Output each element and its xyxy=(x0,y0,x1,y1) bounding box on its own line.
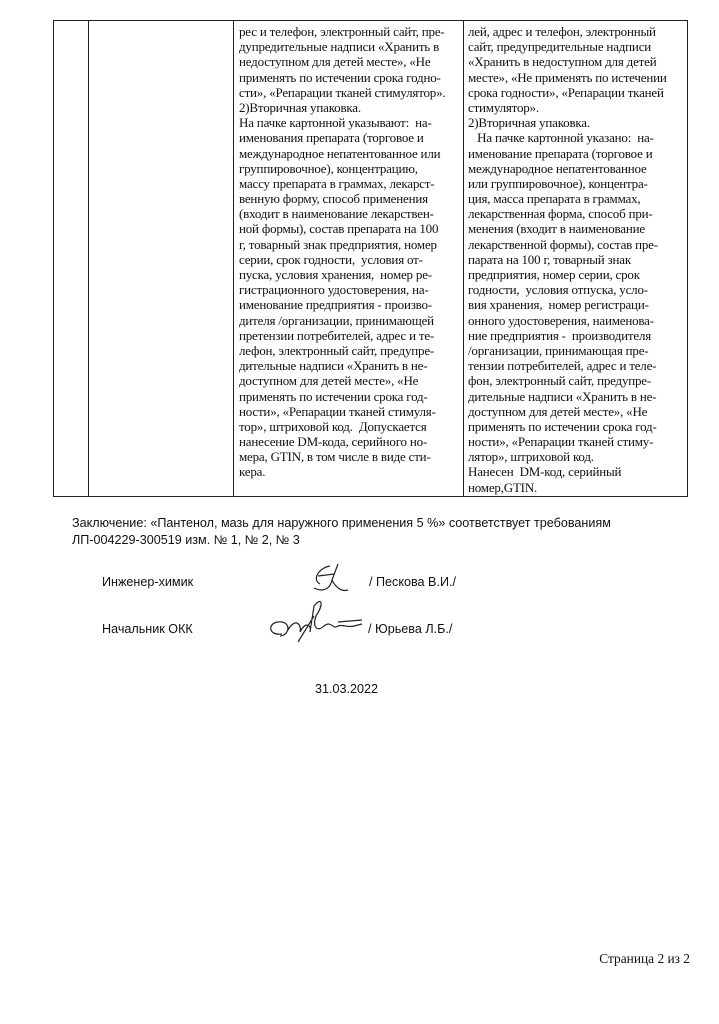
table-cell-line: ности», «Репарации тканей стиму- xyxy=(468,434,654,450)
table-cell-line: срока годности», «Репарации тканей xyxy=(468,84,664,100)
table-cell-line: лекарственной формы), состав пре- xyxy=(468,236,658,252)
table-cell-line: 2)Вторичная упаковка. xyxy=(468,115,590,131)
table-cell-line: ной формы), состав препарата на 100 xyxy=(239,221,439,237)
table-cell-line: лей, адрес и телефон, электронный xyxy=(468,24,656,39)
table-cell-line: именование предприятия - произво- xyxy=(239,297,432,313)
table-cell-line: ция, масса препарата в граммах, xyxy=(468,191,641,207)
table-cell-line: дительные надписи «Хранить в не- xyxy=(239,358,428,374)
table-cell-line: фон, электронный сайт, предупре- xyxy=(468,373,652,389)
table-cell-line: мера, GTIN, в том числе в виде сти- xyxy=(239,449,431,465)
table-cell-line: На пачке картонной указывают: на- xyxy=(239,115,432,131)
table-cell-line: тензии потребителей, адрес и теле- xyxy=(468,358,657,374)
table-cell-line: вия хранения, номер регистраци- xyxy=(468,297,649,313)
table-cell-line: /организации, принимающая пре- xyxy=(468,342,649,358)
requirements-column xyxy=(239,24,459,480)
table-cell-line: (входит в наименование лекарствен- xyxy=(239,206,434,222)
table-cell-line: стимулятор». xyxy=(468,99,539,115)
page-number: Страница 2 из 2 xyxy=(599,951,690,966)
table-cell-line: годности, условия отпуска, усло- xyxy=(468,282,648,298)
table-cell-line: лятор», штриховой код. xyxy=(468,449,594,465)
column-divider xyxy=(233,21,234,496)
table-cell-line: месте», «Не применять по истечении xyxy=(468,69,667,85)
table-cell-line: «Хранить в недоступном для детей xyxy=(468,54,657,70)
document-date: 31.03.2022 xyxy=(315,682,379,696)
table-cell-line: международное непатентованное xyxy=(468,160,647,176)
table-cell-line: дительные надписи «Хранить в не- xyxy=(468,388,657,404)
table-cell-line: менения (входит в наименование xyxy=(468,221,645,237)
table-cell-line: доступном для детей месте», «Не xyxy=(239,373,419,389)
table-cell-line: рес и телефон, электронный сайт, пре- xyxy=(239,24,445,39)
table-cell-line: На пачке картонной указано: на- xyxy=(468,130,654,146)
table-cell-line: сти», «Репарации тканей стимулятор». xyxy=(239,84,446,100)
conclusion-line-2: ЛП-004229-300519 изм. № 1, № 2, № 3 xyxy=(72,533,300,547)
table-cell-line: парата на 100 г, товарный знак xyxy=(468,251,631,267)
table-cell-line: тор», штриховой код. Допускается xyxy=(239,418,427,434)
table-cell-line: доступном для детей месте», «Не xyxy=(468,403,648,419)
table-cell-line: массу препарата в граммах, лекарст- xyxy=(239,175,435,191)
table-cell-line: г, товарный знак предприятия, номер xyxy=(239,236,437,252)
table-cell-line: именование препарата (торговое и xyxy=(468,145,653,161)
table-cell-line: ности», «Репарации тканей стимуля- xyxy=(239,403,436,419)
table-cell-line: номер,GTIN. xyxy=(468,479,538,495)
signer-name-head: / Юрьева Л.Б./ xyxy=(368,622,453,636)
signature-engineer xyxy=(308,560,358,600)
table-cell-line: сайт, предупредительные надписи xyxy=(468,39,652,55)
table-cell-line: применять по истечении срока годно- xyxy=(239,69,441,85)
table-cell-line: венную форму, способ применения xyxy=(239,191,428,207)
signer-name-engineer: / Пескова В.И./ xyxy=(369,575,457,589)
table-cell-line: претензии потребителей, адрес и те- xyxy=(239,327,435,343)
table-cell-line: дупредительные надписи «Хранить в xyxy=(239,39,440,55)
table-cell-line: нанесение DM-кода, серийного но- xyxy=(239,434,428,450)
signature-head xyxy=(262,596,366,646)
table-cell-line: недоступном для детей месте», «Не xyxy=(239,54,431,70)
table-cell-line: дителя /организации, принимающей xyxy=(239,312,434,328)
table-cell-line: пуска, условия хранения, номер ре- xyxy=(239,267,432,282)
table-cell-line: применять по истечении срока год- xyxy=(239,388,428,404)
table-cell-line: лекарственная форма, способ при- xyxy=(468,206,653,222)
specification-table xyxy=(53,20,688,497)
table-cell-line: кера. xyxy=(239,464,266,480)
table-cell-line: гистрационного удостоверения, на- xyxy=(239,282,429,298)
conclusion-line-1: Заключение: «Пантенол, мазь для наружного применения 5 %» соответствует требованиям xyxy=(72,516,611,530)
table-cell-line: международное непатентованное или xyxy=(239,145,441,161)
actual-results-column xyxy=(468,24,680,495)
table-cell-line: онного удостоверения, наименова- xyxy=(468,312,654,328)
table-cell-line: группировочное), концентрацию, xyxy=(239,160,418,176)
signer-role-head: Начальник ОКК xyxy=(102,622,193,636)
table-cell-line: серии, срок годности, условия от- xyxy=(239,251,423,267)
column-divider xyxy=(88,21,89,496)
table-cell-line: Нанесен DM-код, серийный xyxy=(468,464,622,480)
table-cell-line: предприятия, номер серии, срок xyxy=(468,267,640,282)
table-cell-line: ние предприятия - производителя xyxy=(468,327,652,343)
table-cell-line: именования препарата (торговое и xyxy=(239,130,424,146)
table-cell-line: 2)Вторичная упаковка. xyxy=(239,99,361,115)
signer-role-engineer: Инженер-химик xyxy=(102,575,194,589)
column-divider xyxy=(463,21,464,496)
table-cell-line: или группировочное), концентра- xyxy=(468,175,648,191)
table-cell-line: применять по истечении срока год- xyxy=(468,418,657,434)
table-cell-line: лефон, электронный сайт, предупре- xyxy=(239,342,435,358)
